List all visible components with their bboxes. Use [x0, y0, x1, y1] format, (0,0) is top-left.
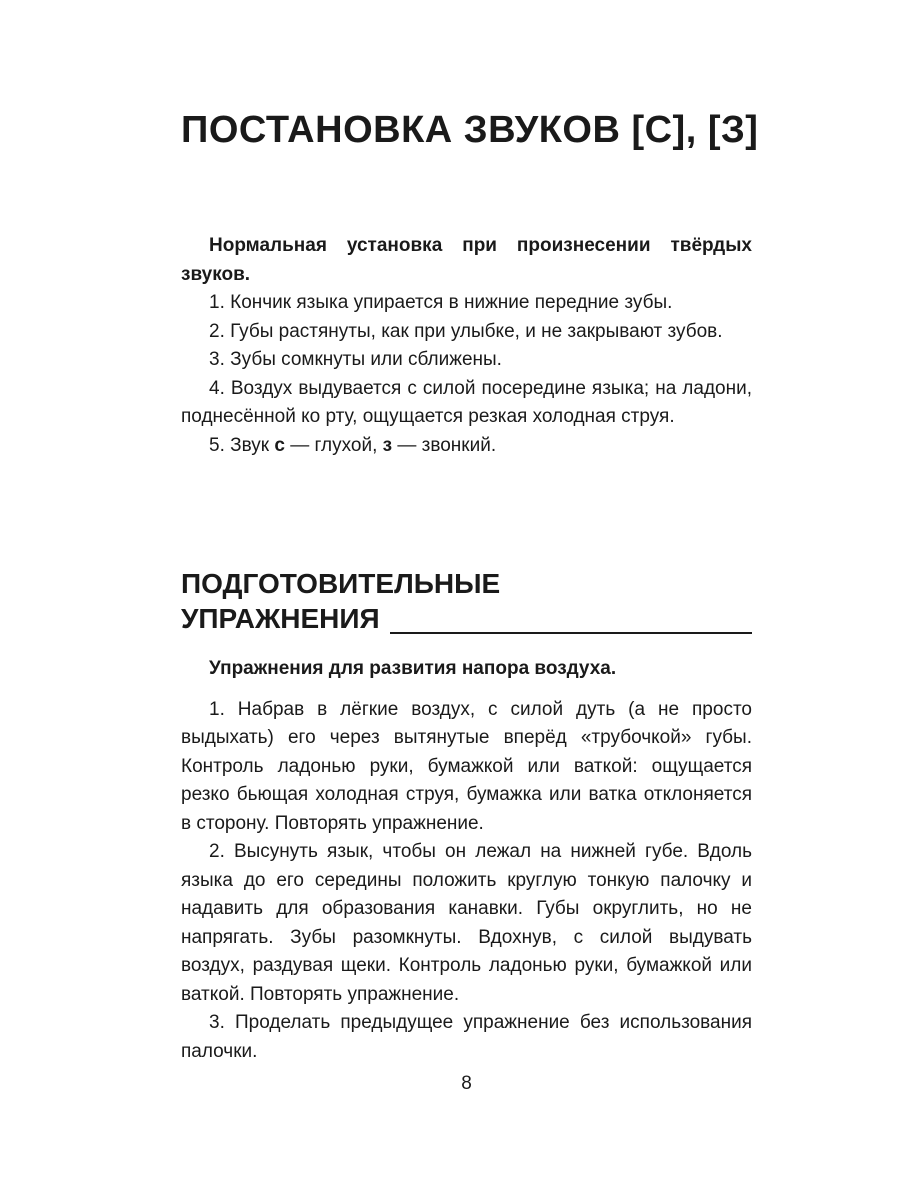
exercises-section	[181, 655, 752, 1066]
list-item: 2. Губы растянуты, как при улыбке, и не закрывают зубов.	[209, 320, 723, 342]
list-item: 3. Зубы сомкнуты или сближены.	[209, 349, 502, 370]
item5-prefix: 5. Звук	[209, 434, 275, 456]
sound-s: с	[274, 434, 285, 456]
list-item: 4. Воздух выдувается с силой посередине языка; на ладони, поднесённой ко рту, ощущается резкая холодная струя.	[181, 377, 752, 427]
list-item: 1. Набрав в лёгкие воздух, с силой дуть (а не просто выдыхать) его через вытянутые вперёд «трубочкой» губы. Контроль ладонью руки, бумажкой или ваткой: ощущается резко бьющая холодная струя, бумажка или ватка отклоняется в сторону. Повторять упражнение.	[181, 698, 752, 834]
section-heading-line1: ПОДГОТОВИТЕЛЬНЫЕ	[181, 568, 501, 599]
section-subtitle: Нормальная установка при произнесении твёрдых звуков.	[181, 235, 752, 285]
list-item	[181, 432, 752, 461]
book-page	[181, 0, 759, 1200]
chapter-title: ПОСТАНОВКА ЗВУКОВ [С], [З]	[181, 109, 759, 151]
articulation-section	[181, 232, 752, 460]
list-item: 3. Проделать предыдущее упражнение без использования палочки.	[181, 1012, 752, 1062]
section-heading-line2: УПРАЖНЕНИЯ	[181, 603, 380, 634]
section-heading	[181, 566, 752, 636]
section-subtitle: Упражнения для развития напора воздуха.	[209, 658, 617, 679]
item5-middle: — глухой,	[284, 434, 383, 456]
list-item: 2. Высунуть язык, чтобы он лежал на нижней губе. Вдоль языка до его середины положить круглую тонкую палочку и надавить для образования канавки. Губы округлить, но не напрягать. Зубы разомкнуты. Вдохнув, с силой выдувать воздух, раздувая щеки. Контроль ладонью руки, бумажкой или ваткой. Повторять упражнение.	[181, 841, 752, 1005]
item5-suffix: — звонкий.	[392, 434, 497, 456]
page-number: 8	[461, 1073, 472, 1094]
list-item: 1. Кончик языка упирается в нижние передние зубы.	[209, 292, 673, 313]
heading-rule	[390, 631, 752, 634]
sound-z: з	[382, 434, 393, 456]
